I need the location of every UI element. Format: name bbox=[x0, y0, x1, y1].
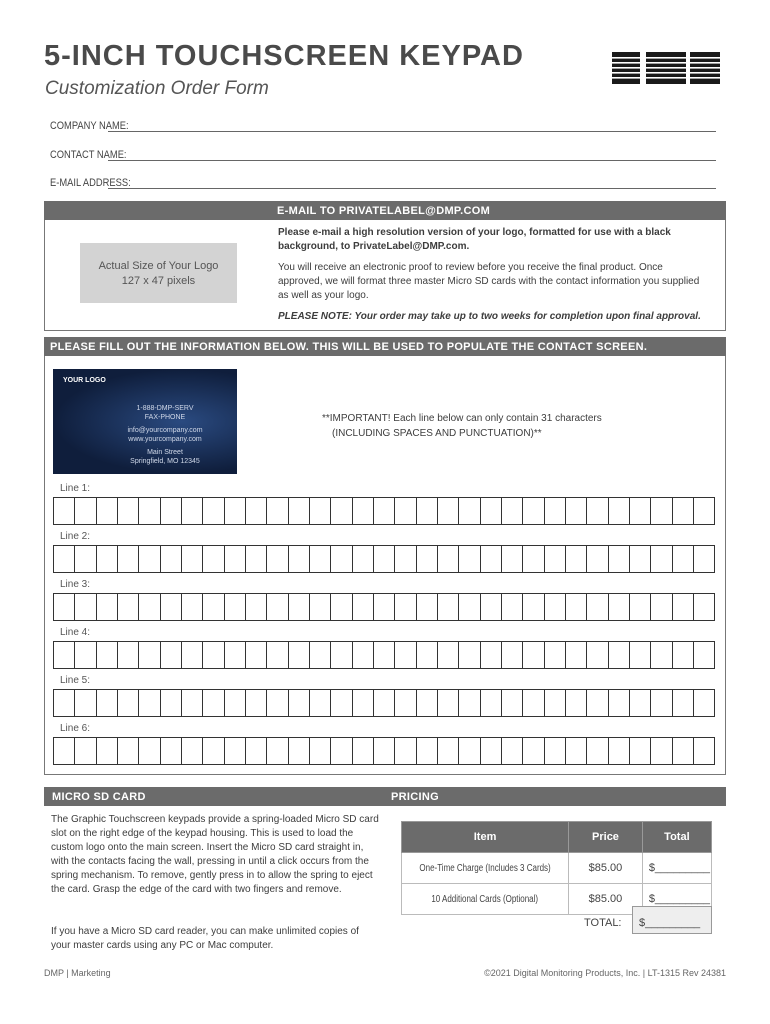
company-name-input-line[interactable] bbox=[108, 119, 716, 132]
line-6-label: Line 6: bbox=[60, 723, 91, 734]
char-cell[interactable] bbox=[650, 641, 671, 669]
char-cell[interactable] bbox=[53, 737, 74, 765]
line-4-label: Line 4: bbox=[60, 627, 91, 638]
char-cell[interactable] bbox=[74, 545, 95, 573]
char-cell[interactable] bbox=[352, 737, 373, 765]
char-cell[interactable] bbox=[650, 497, 671, 525]
char-cell[interactable] bbox=[586, 545, 607, 573]
char-cell[interactable] bbox=[693, 545, 715, 573]
line-3-grid bbox=[53, 593, 715, 621]
char-cell[interactable] bbox=[160, 593, 181, 621]
company-name-field[interactable] bbox=[50, 116, 716, 132]
char-cell[interactable] bbox=[480, 641, 501, 669]
char-cell[interactable] bbox=[74, 641, 95, 669]
char-cell[interactable] bbox=[288, 737, 309, 765]
char-cell[interactable] bbox=[522, 593, 543, 621]
char-cell[interactable] bbox=[352, 593, 373, 621]
char-cell[interactable] bbox=[629, 641, 650, 669]
char-cell[interactable] bbox=[245, 689, 266, 717]
char-cell[interactable] bbox=[202, 737, 223, 765]
line-5-label: Line 5: bbox=[60, 675, 91, 686]
please-note: PLEASE NOTE: Your order may take up to two weeks for completion upon final approval. bbox=[278, 311, 701, 322]
char-cell[interactable] bbox=[437, 545, 458, 573]
total-label: TOTAL: bbox=[584, 917, 622, 929]
char-cell[interactable] bbox=[629, 545, 650, 573]
char-cell[interactable] bbox=[565, 593, 586, 621]
char-cell[interactable] bbox=[352, 641, 373, 669]
page-subtitle: Customization Order Form bbox=[45, 78, 269, 99]
char-cell[interactable] bbox=[394, 689, 415, 717]
char-cell[interactable] bbox=[693, 593, 715, 621]
char-cell[interactable] bbox=[650, 593, 671, 621]
char-cell[interactable] bbox=[650, 545, 671, 573]
char-cell[interactable] bbox=[565, 545, 586, 573]
line-1-label: Line 1: bbox=[60, 483, 91, 494]
contact-bar: PLEASE FILL OUT THE INFORMATION BELOW. THIS WILL BE USED TO POPULATE THE CONTACT SCREEN. bbox=[44, 337, 726, 356]
char-cell[interactable] bbox=[117, 545, 138, 573]
item-cell: 10 Additional Cards (Optional) bbox=[402, 884, 569, 915]
char-cell[interactable] bbox=[245, 641, 266, 669]
char-cell[interactable] bbox=[608, 689, 629, 717]
char-cell[interactable] bbox=[96, 593, 117, 621]
grand-total-field[interactable]: $_________ bbox=[632, 906, 712, 934]
char-cell[interactable] bbox=[288, 689, 309, 717]
char-cell[interactable] bbox=[266, 593, 287, 621]
char-cell[interactable] bbox=[266, 545, 287, 573]
char-cell[interactable] bbox=[181, 689, 202, 717]
char-cell[interactable] bbox=[224, 737, 245, 765]
char-cell[interactable] bbox=[245, 497, 266, 525]
char-cell[interactable] bbox=[693, 641, 715, 669]
char-cell[interactable] bbox=[181, 737, 202, 765]
char-cell[interactable] bbox=[480, 545, 501, 573]
email-instructions: Please e-mail a high resolution version of your logo, formatted for use with a black background, to PrivateLabel@DMP.com. bbox=[278, 227, 671, 252]
char-cell[interactable] bbox=[330, 737, 351, 765]
char-cell[interactable] bbox=[693, 689, 715, 717]
char-cell[interactable] bbox=[544, 593, 565, 621]
char-cell[interactable] bbox=[501, 497, 522, 525]
total-cell[interactable]: $_________ bbox=[642, 884, 711, 915]
contact-name-label: CONTACT NAME: bbox=[50, 149, 127, 161]
screen-logo-text: YOUR LOGO bbox=[63, 377, 106, 384]
char-cell[interactable] bbox=[373, 689, 394, 717]
line-3-label: Line 3: bbox=[60, 579, 91, 590]
screen-line: Springfield, MO 12345 bbox=[130, 458, 200, 465]
char-cell[interactable] bbox=[96, 545, 117, 573]
char-cell[interactable] bbox=[330, 593, 351, 621]
char-cell[interactable] bbox=[544, 737, 565, 765]
char-cell[interactable] bbox=[608, 497, 629, 525]
char-cell[interactable] bbox=[74, 737, 95, 765]
screen-line: info@yourcompany.com bbox=[127, 427, 203, 434]
char-cell[interactable] bbox=[608, 593, 629, 621]
company-name-label: COMPANY NAME: bbox=[50, 120, 129, 132]
contact-name-field[interactable] bbox=[50, 145, 716, 161]
logo-size-line2: 127 x 47 pixels bbox=[121, 274, 196, 287]
char-cell[interactable] bbox=[480, 689, 501, 717]
char-cell[interactable] bbox=[672, 497, 693, 525]
char-cell[interactable] bbox=[224, 497, 245, 525]
char-cell[interactable] bbox=[565, 641, 586, 669]
char-cell[interactable] bbox=[458, 497, 479, 525]
char-cell[interactable] bbox=[586, 593, 607, 621]
char-cell[interactable] bbox=[245, 737, 266, 765]
char-cell[interactable] bbox=[480, 737, 501, 765]
char-cell[interactable] bbox=[501, 545, 522, 573]
char-cell[interactable] bbox=[96, 689, 117, 717]
char-cell[interactable] bbox=[565, 737, 586, 765]
price-cell: $85.00 bbox=[569, 884, 643, 915]
char-cell[interactable] bbox=[288, 497, 309, 525]
char-cell[interactable] bbox=[544, 497, 565, 525]
char-cell[interactable] bbox=[586, 641, 607, 669]
char-cell[interactable] bbox=[266, 497, 287, 525]
char-cell[interactable] bbox=[608, 641, 629, 669]
char-cell[interactable] bbox=[522, 497, 543, 525]
char-cell[interactable] bbox=[672, 641, 693, 669]
char-cell[interactable] bbox=[501, 641, 522, 669]
total-cell[interactable]: $_________ bbox=[642, 853, 711, 884]
char-cell[interactable] bbox=[74, 593, 95, 621]
screen-line: Main Street bbox=[147, 449, 183, 456]
price-header: Price bbox=[569, 822, 643, 853]
char-cell[interactable] bbox=[394, 593, 415, 621]
char-cell[interactable] bbox=[266, 641, 287, 669]
char-cell[interactable] bbox=[181, 545, 202, 573]
char-cell[interactable] bbox=[138, 641, 159, 669]
email-address-label: E-MAIL ADDRESS: bbox=[50, 177, 131, 189]
micro-sd-paragraph: The Graphic Touchscreen keypads provide a spring-loaded Micro SD card slot on the right edge of the keypad housing. This is used to load the custom logo onto the main screen. Insert the Micro SD card straight in, with the contacts facing the wall, pressing in until a click occurs from the spring mechanism. To remove, gently press in to allow the spring to eject the card. Grasp the edge of the card with two fingers and remove. bbox=[51, 814, 379, 895]
char-cell[interactable] bbox=[181, 497, 202, 525]
char-cell[interactable] bbox=[330, 689, 351, 717]
char-cell[interactable] bbox=[394, 497, 415, 525]
char-cell[interactable] bbox=[458, 689, 479, 717]
char-cell[interactable] bbox=[586, 497, 607, 525]
logo-size-line1: Actual Size of Your Logo bbox=[98, 259, 219, 272]
dmp-logo bbox=[610, 46, 722, 90]
screen-line: FAX-PHONE bbox=[144, 414, 186, 421]
char-cell[interactable] bbox=[522, 641, 543, 669]
char-cell[interactable] bbox=[458, 593, 479, 621]
total-header: Total bbox=[642, 822, 711, 853]
char-cell[interactable] bbox=[437, 641, 458, 669]
char-cell[interactable] bbox=[352, 689, 373, 717]
char-cell[interactable] bbox=[458, 545, 479, 573]
char-cell[interactable] bbox=[53, 545, 74, 573]
char-cell[interactable] bbox=[138, 497, 159, 525]
char-cell[interactable] bbox=[501, 737, 522, 765]
char-cell[interactable] bbox=[586, 689, 607, 717]
char-cell[interactable] bbox=[74, 497, 95, 525]
char-cell[interactable] bbox=[309, 641, 330, 669]
char-cell[interactable] bbox=[117, 689, 138, 717]
char-cell[interactable] bbox=[74, 689, 95, 717]
char-cell[interactable] bbox=[416, 689, 437, 717]
line-2-grid bbox=[53, 545, 715, 573]
footer-left: DMP | Marketing bbox=[44, 968, 111, 978]
char-cell[interactable] bbox=[650, 737, 671, 765]
char-cell[interactable] bbox=[330, 641, 351, 669]
char-cell[interactable] bbox=[352, 545, 373, 573]
line-2-label: Line 2: bbox=[60, 531, 91, 542]
char-cell[interactable] bbox=[416, 497, 437, 525]
char-cell[interactable] bbox=[565, 497, 586, 525]
char-cell[interactable] bbox=[138, 545, 159, 573]
table-row bbox=[402, 853, 712, 884]
email-address-input-line[interactable] bbox=[108, 176, 716, 189]
char-cell[interactable] bbox=[608, 737, 629, 765]
char-cell[interactable] bbox=[522, 737, 543, 765]
char-cell[interactable] bbox=[224, 641, 245, 669]
char-cell[interactable] bbox=[629, 689, 650, 717]
char-cell[interactable] bbox=[202, 689, 223, 717]
char-cell[interactable] bbox=[522, 689, 543, 717]
char-cell[interactable] bbox=[394, 737, 415, 765]
char-cell[interactable] bbox=[53, 689, 74, 717]
char-cell[interactable] bbox=[416, 545, 437, 573]
line-4-grid bbox=[53, 641, 715, 669]
email-address-field[interactable] bbox=[50, 173, 716, 189]
char-cell[interactable] bbox=[53, 593, 74, 621]
char-cell[interactable] bbox=[202, 497, 223, 525]
char-cell[interactable] bbox=[160, 689, 181, 717]
char-cell[interactable] bbox=[650, 689, 671, 717]
char-cell[interactable] bbox=[288, 545, 309, 573]
char-cell[interactable] bbox=[309, 737, 330, 765]
char-cell[interactable] bbox=[416, 641, 437, 669]
char-cell[interactable] bbox=[565, 689, 586, 717]
item-cell: One-Time Charge (Includes 3 Cards) bbox=[402, 853, 569, 884]
char-cell[interactable] bbox=[224, 593, 245, 621]
char-cell[interactable] bbox=[544, 641, 565, 669]
char-cell[interactable] bbox=[181, 641, 202, 669]
page-title: 5-INCH TOUCHSCREEN KEYPAD bbox=[44, 40, 524, 72]
char-cell[interactable] bbox=[117, 737, 138, 765]
footer-right: ©2021 Digital Monitoring Products, Inc. | LT-1315 Rev 24381 bbox=[484, 968, 726, 978]
char-cell[interactable] bbox=[629, 737, 650, 765]
char-cell[interactable] bbox=[224, 689, 245, 717]
char-cell[interactable] bbox=[394, 545, 415, 573]
char-cell[interactable] bbox=[288, 641, 309, 669]
char-cell[interactable] bbox=[224, 545, 245, 573]
logo-size-box bbox=[80, 243, 237, 303]
char-cell[interactable] bbox=[416, 737, 437, 765]
char-cell[interactable] bbox=[458, 641, 479, 669]
char-cell[interactable] bbox=[266, 737, 287, 765]
char-cell[interactable] bbox=[480, 593, 501, 621]
char-cell[interactable] bbox=[416, 593, 437, 621]
char-cell[interactable] bbox=[672, 737, 693, 765]
char-cell[interactable] bbox=[117, 593, 138, 621]
line-1-grid bbox=[53, 497, 715, 525]
char-cell[interactable] bbox=[96, 497, 117, 525]
char-cell[interactable] bbox=[373, 593, 394, 621]
char-cell[interactable] bbox=[181, 593, 202, 621]
char-cell[interactable] bbox=[586, 737, 607, 765]
char-cell[interactable] bbox=[330, 497, 351, 525]
char-cell[interactable] bbox=[309, 497, 330, 525]
char-cell[interactable] bbox=[160, 497, 181, 525]
important-note-1: **IMPORTANT! Each line below can only contain 31 characters bbox=[322, 413, 602, 424]
screen-contact-lines bbox=[125, 404, 205, 466]
line-5-grid bbox=[53, 689, 715, 717]
contact-screen-preview bbox=[53, 369, 237, 474]
char-cell[interactable] bbox=[373, 641, 394, 669]
char-cell[interactable] bbox=[437, 689, 458, 717]
char-cell[interactable] bbox=[629, 593, 650, 621]
char-cell[interactable] bbox=[245, 545, 266, 573]
char-cell[interactable] bbox=[202, 593, 223, 621]
char-cell[interactable] bbox=[437, 593, 458, 621]
char-cell[interactable] bbox=[202, 641, 223, 669]
char-cell[interactable] bbox=[373, 497, 394, 525]
char-cell[interactable] bbox=[373, 545, 394, 573]
contact-name-input-line[interactable] bbox=[108, 148, 716, 161]
char-cell[interactable] bbox=[160, 545, 181, 573]
char-cell[interactable] bbox=[96, 737, 117, 765]
char-cell[interactable] bbox=[373, 737, 394, 765]
char-cell[interactable] bbox=[53, 497, 74, 525]
screen-line: www.yourcompany.com bbox=[128, 436, 202, 443]
char-cell[interactable] bbox=[138, 737, 159, 765]
line-6-grid bbox=[53, 737, 715, 765]
screen-line: 1-888-DMP-SERV bbox=[136, 405, 194, 412]
char-cell[interactable] bbox=[693, 497, 715, 525]
char-cell[interactable] bbox=[501, 689, 522, 717]
char-cell[interactable] bbox=[544, 545, 565, 573]
char-cell[interactable] bbox=[309, 545, 330, 573]
char-cell[interactable] bbox=[501, 593, 522, 621]
micro-sd-copies-paragraph: If you have a Micro SD card reader, you can make unlimited copies of your master cards using any PC or Mac computer. bbox=[51, 926, 359, 951]
char-cell[interactable] bbox=[160, 737, 181, 765]
char-cell[interactable] bbox=[138, 593, 159, 621]
char-cell[interactable] bbox=[202, 545, 223, 573]
char-cell[interactable] bbox=[629, 497, 650, 525]
char-cell[interactable] bbox=[672, 593, 693, 621]
micro-sd-bar: MICRO SD CARD bbox=[44, 787, 385, 806]
char-cell[interactable] bbox=[672, 689, 693, 717]
char-cell[interactable] bbox=[480, 497, 501, 525]
char-cell[interactable] bbox=[309, 593, 330, 621]
char-cell[interactable] bbox=[458, 737, 479, 765]
char-cell[interactable] bbox=[53, 641, 74, 669]
char-cell[interactable] bbox=[352, 497, 373, 525]
char-cell[interactable] bbox=[117, 497, 138, 525]
char-cell[interactable] bbox=[437, 497, 458, 525]
char-cell[interactable] bbox=[266, 689, 287, 717]
char-cell[interactable] bbox=[160, 641, 181, 669]
pricing-table bbox=[401, 821, 712, 915]
char-cell[interactable] bbox=[330, 545, 351, 573]
char-cell[interactable] bbox=[522, 545, 543, 573]
price-cell: $85.00 bbox=[569, 853, 643, 884]
char-cell[interactable] bbox=[309, 689, 330, 717]
item-header: Item bbox=[402, 822, 569, 853]
char-cell[interactable] bbox=[672, 545, 693, 573]
email-bar: E-MAIL TO PRIVATELABEL@DMP.COM bbox=[44, 201, 726, 220]
char-cell[interactable] bbox=[544, 689, 565, 717]
char-cell[interactable] bbox=[437, 737, 458, 765]
char-cell[interactable] bbox=[96, 641, 117, 669]
char-cell[interactable] bbox=[608, 545, 629, 573]
char-cell[interactable] bbox=[288, 593, 309, 621]
important-note-2: (INCLUDING SPACES AND PUNCTUATION)** bbox=[332, 428, 542, 439]
char-cell[interactable] bbox=[138, 689, 159, 717]
pricing-bar: PRICING bbox=[385, 787, 726, 806]
char-cell[interactable] bbox=[245, 593, 266, 621]
proof-paragraph: You will receive an electronic proof to review before you receive the final product. Once approved, we will format three master Micro SD cards with the contact information you supplied as well as your logo. bbox=[278, 262, 700, 301]
char-cell[interactable] bbox=[693, 737, 715, 765]
char-cell[interactable] bbox=[117, 641, 138, 669]
char-cell[interactable] bbox=[394, 641, 415, 669]
